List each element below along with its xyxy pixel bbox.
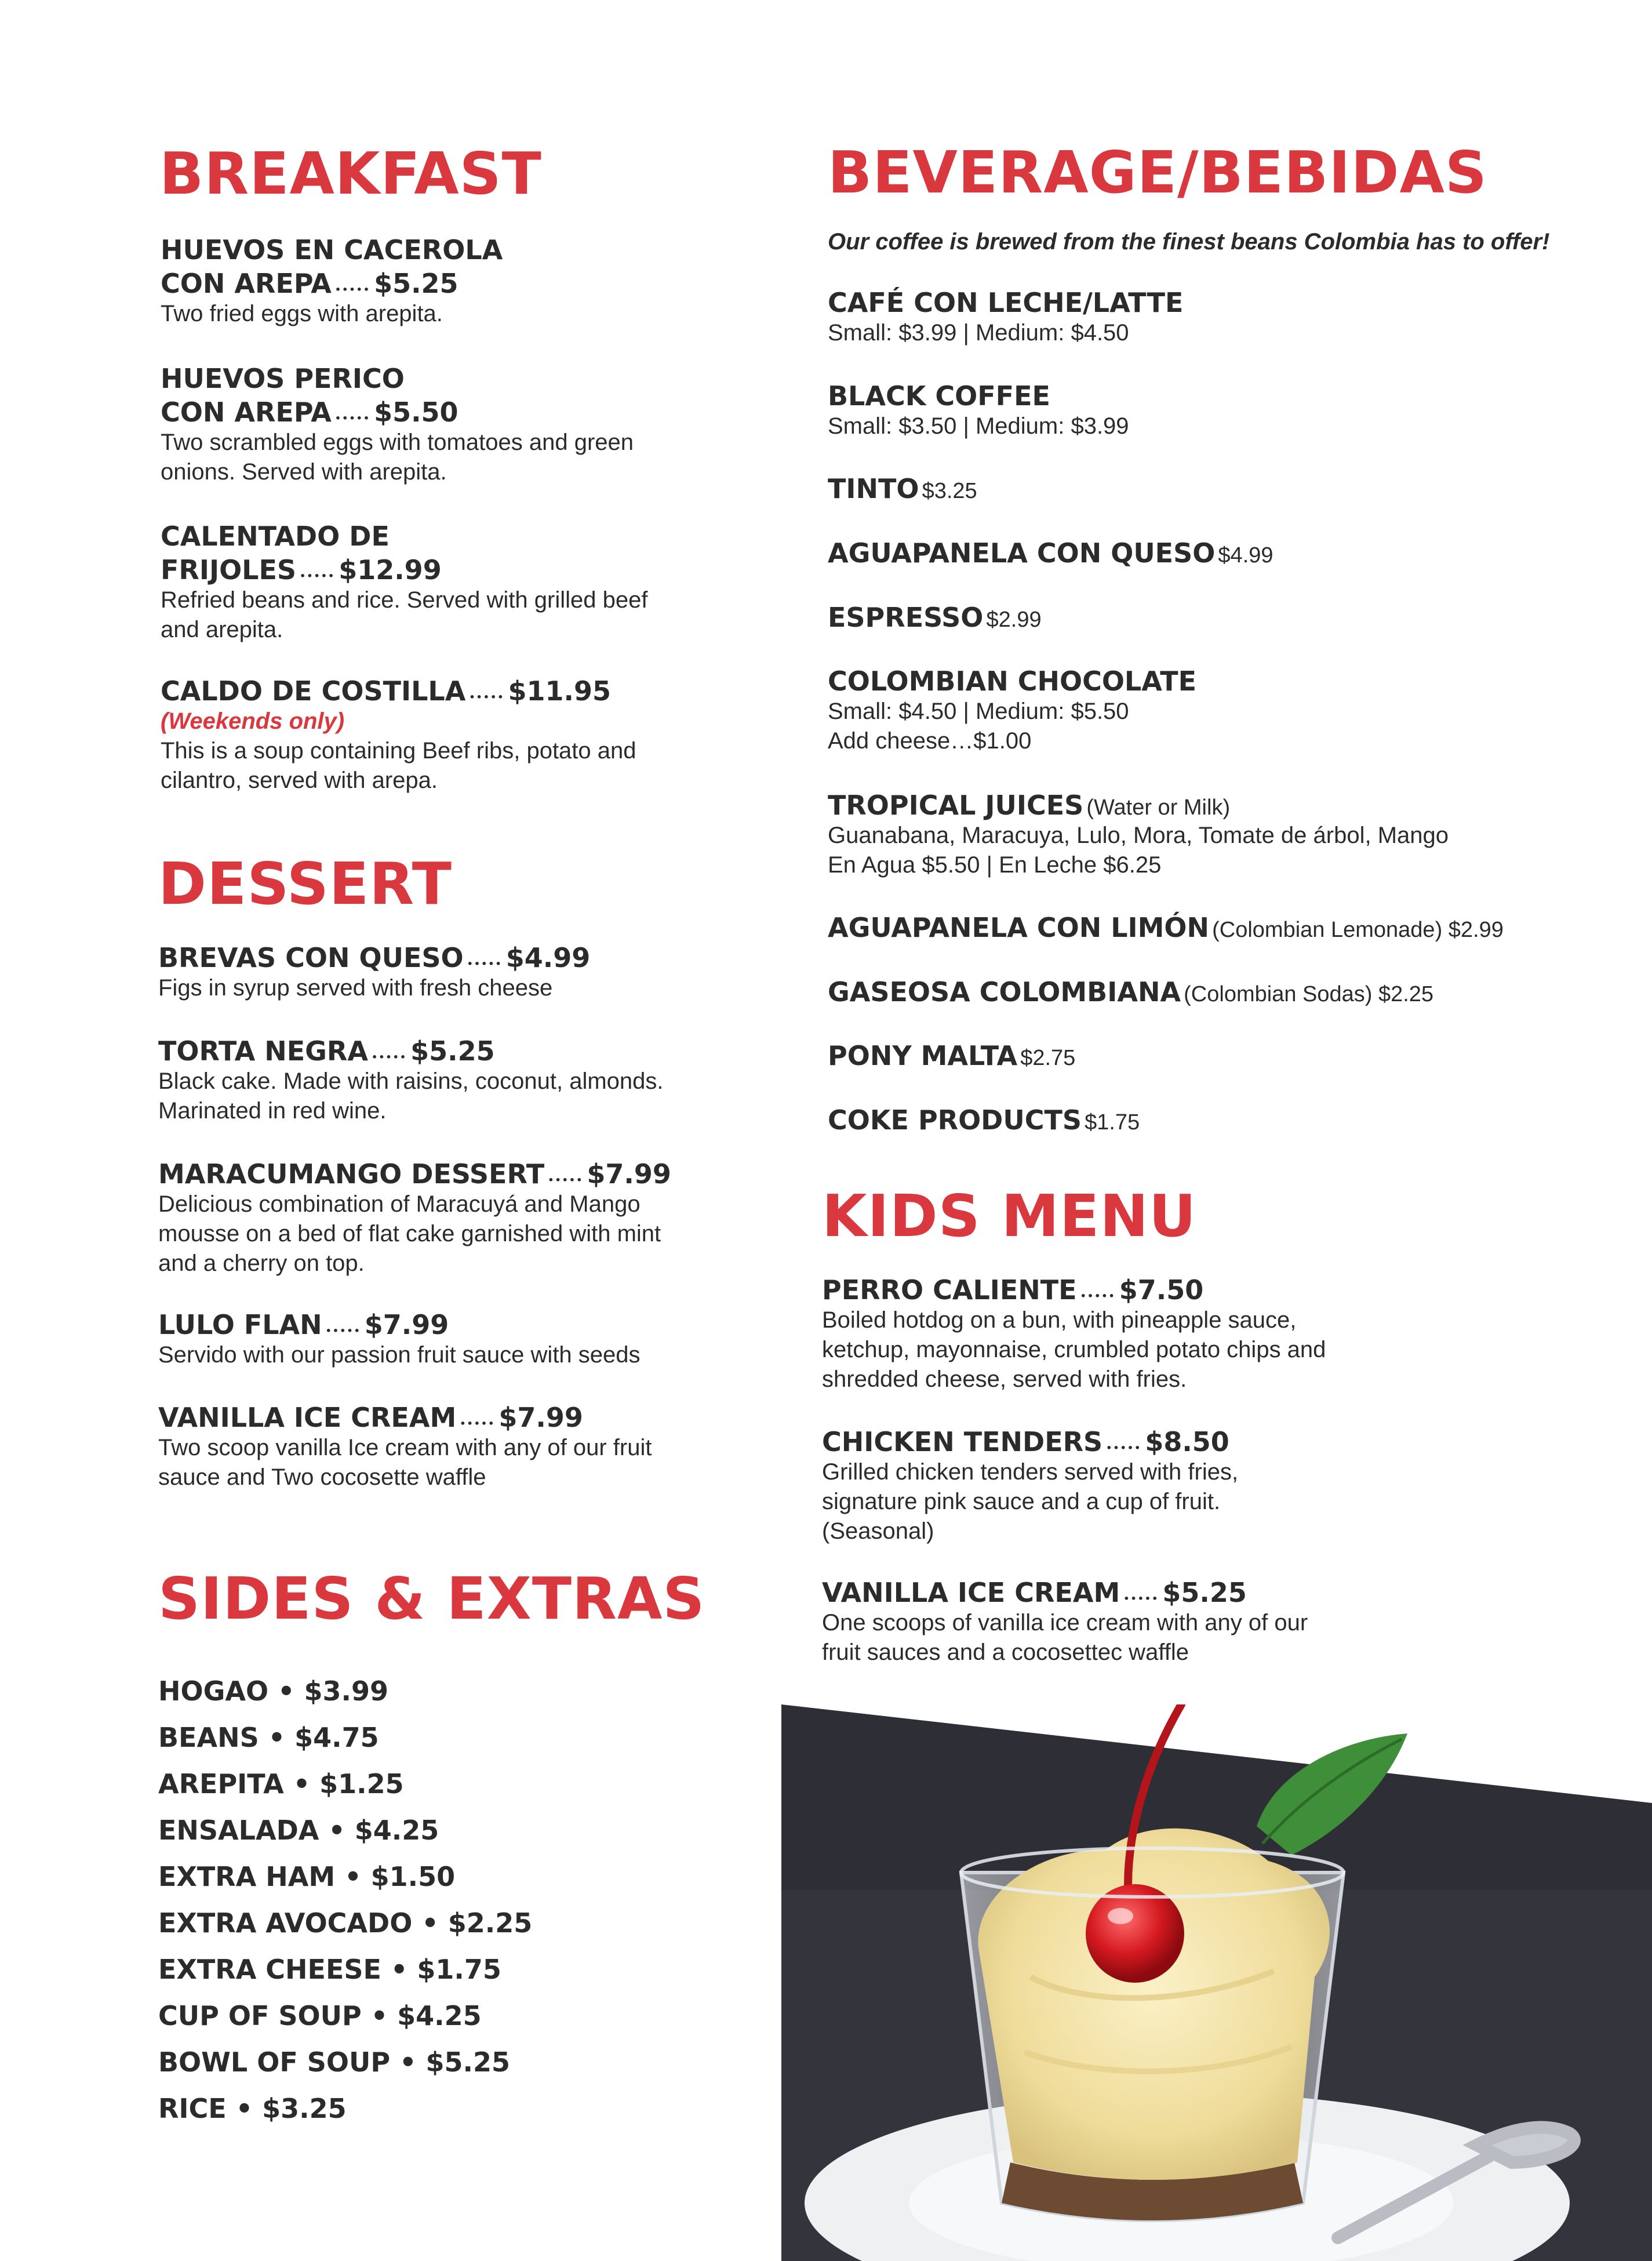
item-price: $4.99 bbox=[505, 942, 591, 973]
item-price: $8.50 bbox=[1145, 1426, 1229, 1457]
beverage-item bbox=[828, 1104, 1140, 1136]
item-price-line: Small: $4.50 | Medium: $5.50 bbox=[828, 699, 1129, 724]
beverage-item bbox=[828, 287, 1183, 348]
menu-item bbox=[161, 232, 503, 329]
item-price: $7.99 bbox=[498, 1402, 583, 1433]
item-price: $5.25 bbox=[1162, 1577, 1247, 1608]
item-price: $5.25 bbox=[410, 1035, 495, 1067]
item-price: $4.99 bbox=[1218, 543, 1273, 568]
item-description: This is a soup containing Beef ribs, potato and bbox=[161, 738, 636, 764]
side-item: CUP OF SOUP • $4.25 bbox=[158, 2000, 482, 2031]
leader-dots: ••••• bbox=[334, 413, 371, 424]
item-description: Marinated in red wine. bbox=[158, 1098, 387, 1124]
leader-dots: ••••• bbox=[300, 570, 336, 581]
item-description: (Seasonal) bbox=[822, 1518, 934, 1544]
item-name: VANILLA ICE CREAM bbox=[158, 1402, 457, 1433]
item-name: PONY MALTA bbox=[828, 1040, 1018, 1071]
leader-dots: ••••• bbox=[325, 1325, 361, 1336]
menu-item bbox=[161, 675, 636, 795]
leader-dots: ••••• bbox=[1106, 1442, 1142, 1453]
item-name: HUEVOS PERICO bbox=[161, 363, 405, 394]
item-name: CON AREPA bbox=[161, 268, 332, 299]
item-description: Two scrambled eggs with tomatoes and green bbox=[161, 430, 634, 455]
item-price: $12.99 bbox=[339, 554, 442, 586]
item-name: COLOMBIAN CHOCOLATE bbox=[828, 666, 1197, 697]
side-item: EXTRA HAM • $1.50 bbox=[158, 1861, 456, 1892]
item-price: (Colombian Lemonade) $2.99 bbox=[1212, 918, 1504, 942]
item-name: CALENTADO DE bbox=[161, 521, 390, 552]
leader-dots: ••••• bbox=[1123, 1593, 1159, 1604]
item-price-line: En Agua $5.50 | En Leche $6.25 bbox=[828, 852, 1162, 878]
item-name: CON AREPA bbox=[161, 397, 332, 428]
item-description: Grilled chicken tenders served with fries, bbox=[822, 1459, 1239, 1485]
item-description: mousse on a bed of flat cake garnished with mint bbox=[158, 1221, 661, 1246]
item-description: Refried beans and rice. Served with grilled beef bbox=[161, 587, 648, 613]
menu-item bbox=[822, 1274, 1326, 1394]
item-name: COKE PRODUCTS bbox=[828, 1104, 1082, 1136]
sides-title: SIDES & EXTRAS bbox=[158, 1565, 705, 1633]
menu-item bbox=[158, 1309, 641, 1370]
leader-dots: ••••• bbox=[548, 1175, 584, 1186]
item-description: Two scoop vanilla Ice cream with any of our fruit bbox=[158, 1435, 652, 1460]
item-price: $5.25 bbox=[374, 268, 459, 299]
side-item: BOWL OF SOUP • $5.25 bbox=[158, 2046, 511, 2078]
beverage-title: BEVERAGE/BEBIDAS bbox=[828, 139, 1487, 206]
item-price: $5.50 bbox=[374, 397, 459, 428]
kids-menu-title: KIDS MENU bbox=[822, 1182, 1197, 1250]
menu-item bbox=[158, 1402, 652, 1492]
item-description: onions. Served with arepita. bbox=[161, 459, 447, 485]
beverage-item bbox=[828, 473, 977, 504]
item-price: $7.50 bbox=[1119, 1274, 1204, 1306]
item-name: LULO FLAN bbox=[158, 1309, 322, 1340]
item-price: $7.99 bbox=[364, 1309, 449, 1340]
item-description: Servido with our passion fruit sauce with seeds bbox=[158, 1342, 641, 1368]
item-price-line: Small: $3.99 | Medium: $4.50 bbox=[828, 320, 1129, 346]
item-name: CAFÉ CON LECHE/LATTE bbox=[828, 287, 1184, 318]
item-name: TINTO bbox=[828, 473, 919, 504]
item-description: fruit sauces and a cocosettec waffle bbox=[822, 1640, 1189, 1665]
leader-dots: ••••• bbox=[371, 1052, 407, 1063]
item-price-line: Add cheese…$1.00 bbox=[828, 728, 1032, 754]
item-name: FRIJOLES bbox=[161, 554, 297, 586]
item-name: GASEOSA COLOMBIANA bbox=[828, 976, 1181, 1008]
beverage-item bbox=[828, 602, 1042, 633]
item-description: Figs in syrup served with fresh cheese bbox=[158, 975, 553, 1001]
dessert-photo bbox=[781, 1704, 1652, 2261]
item-price: $2.99 bbox=[986, 608, 1042, 632]
item-description: sauce and Two cocosette waffle bbox=[158, 1464, 486, 1490]
beverage-item bbox=[828, 790, 1449, 880]
item-description: Two fried eggs with arepita. bbox=[161, 301, 443, 326]
side-item: EXTRA AVOCADO • $2.25 bbox=[158, 1907, 533, 1939]
item-name: AGUAPANELA CON LIMÓN bbox=[828, 912, 1210, 943]
item-price: (Colombian Sodas) $2.25 bbox=[1184, 982, 1434, 1006]
item-description: ketchup, mayonnaise, crumbled potato chips and bbox=[822, 1337, 1326, 1362]
item-name: BREVAS CON QUESO bbox=[158, 942, 464, 973]
item-name: PERRO CALIENTE bbox=[822, 1274, 1077, 1306]
side-item: AREPITA • $1.25 bbox=[158, 1768, 404, 1800]
leader-dots: ••••• bbox=[467, 958, 503, 969]
side-item: EXTRA CHEESE • $1.75 bbox=[158, 1954, 501, 1985]
item-description: Boiled hotdog on a bun, with pineapple sauce, bbox=[822, 1307, 1297, 1333]
leader-dots: ••••• bbox=[469, 692, 505, 703]
item-price: $11.95 bbox=[508, 675, 611, 707]
side-item: BEANS • $4.75 bbox=[158, 1722, 379, 1753]
item-price: $2.75 bbox=[1020, 1046, 1076, 1070]
item-name: VANILLA ICE CREAM bbox=[822, 1577, 1120, 1608]
leader-dots: ••••• bbox=[460, 1418, 496, 1429]
item-description: and arepita. bbox=[161, 617, 283, 642]
menu-item bbox=[161, 361, 634, 487]
item-name: CALDO DE COSTILLA bbox=[161, 675, 466, 707]
item-name: HUEVOS EN CACEROLA bbox=[161, 234, 503, 266]
item-name: MARACUMANGO DESSERT bbox=[158, 1158, 545, 1190]
item-description: One scoops of vanilla ice cream with any of our bbox=[822, 1610, 1308, 1635]
item-description: Delicious combination of Maracuyá and Mango bbox=[158, 1191, 641, 1217]
side-item: HOGAO • $3.99 bbox=[158, 1675, 388, 1707]
item-description: signature pink sauce and a cup of fruit. bbox=[822, 1489, 1221, 1514]
item-name: TROPICAL JUICES bbox=[828, 790, 1084, 821]
dessert-title: DESSERT bbox=[158, 850, 452, 918]
item-price: $7.99 bbox=[587, 1158, 671, 1190]
item-note: (Water or Milk) bbox=[1086, 795, 1231, 820]
item-name: TORTA NEGRA bbox=[158, 1035, 368, 1067]
cherry-icon bbox=[1086, 1884, 1184, 1983]
menu-item bbox=[158, 1035, 664, 1126]
item-price: $3.25 bbox=[922, 479, 977, 503]
item-price-line: Small: $3.50 | Medium: $3.99 bbox=[828, 413, 1129, 439]
leader-dots: ••••• bbox=[334, 284, 371, 295]
item-description: and a cherry on top. bbox=[158, 1251, 365, 1276]
side-item: ENSALADA • $4.25 bbox=[158, 1815, 439, 1846]
mousse bbox=[978, 1829, 1330, 2180]
side-item: RICE • $3.25 bbox=[158, 2093, 347, 2124]
menu-item bbox=[822, 1426, 1238, 1546]
menu-item bbox=[161, 518, 647, 645]
breakfast-title: BREAKFAST bbox=[159, 140, 542, 208]
beverage-item bbox=[828, 912, 1504, 943]
item-price: $1.75 bbox=[1085, 1110, 1140, 1135]
menu-item bbox=[158, 1158, 671, 1278]
item-name: AGUAPANELA CON QUESO bbox=[828, 537, 1216, 569]
beverage-item bbox=[828, 666, 1196, 756]
weekend-note: (Weekends only) bbox=[161, 708, 345, 734]
beverage-item bbox=[828, 537, 1273, 569]
leader-dots: ••••• bbox=[1080, 1291, 1116, 1302]
item-description: Black cake. Made with raisins, coconut, almonds. bbox=[158, 1068, 664, 1094]
item-description: cilantro, served with arepa. bbox=[161, 768, 438, 793]
beverage-item bbox=[828, 380, 1129, 441]
item-name: ESPRESSO bbox=[828, 602, 984, 633]
item-name: BLACK COFFEE bbox=[828, 380, 1050, 412]
menu-item bbox=[822, 1577, 1308, 1667]
beverage-item bbox=[828, 1040, 1075, 1071]
item-description: shredded cheese, served with fries. bbox=[822, 1366, 1187, 1392]
beverage-item bbox=[828, 976, 1433, 1008]
coffee-tagline: Our coffee is brewed from the finest beans Colombia has to offer! bbox=[828, 229, 1550, 255]
item-description: Guanabana, Maracuya, Lulo, Mora, Tomate de árbol, Mango bbox=[828, 823, 1449, 848]
menu-item bbox=[158, 942, 590, 1003]
item-name: CHICKEN TENDERS bbox=[822, 1426, 1103, 1457]
